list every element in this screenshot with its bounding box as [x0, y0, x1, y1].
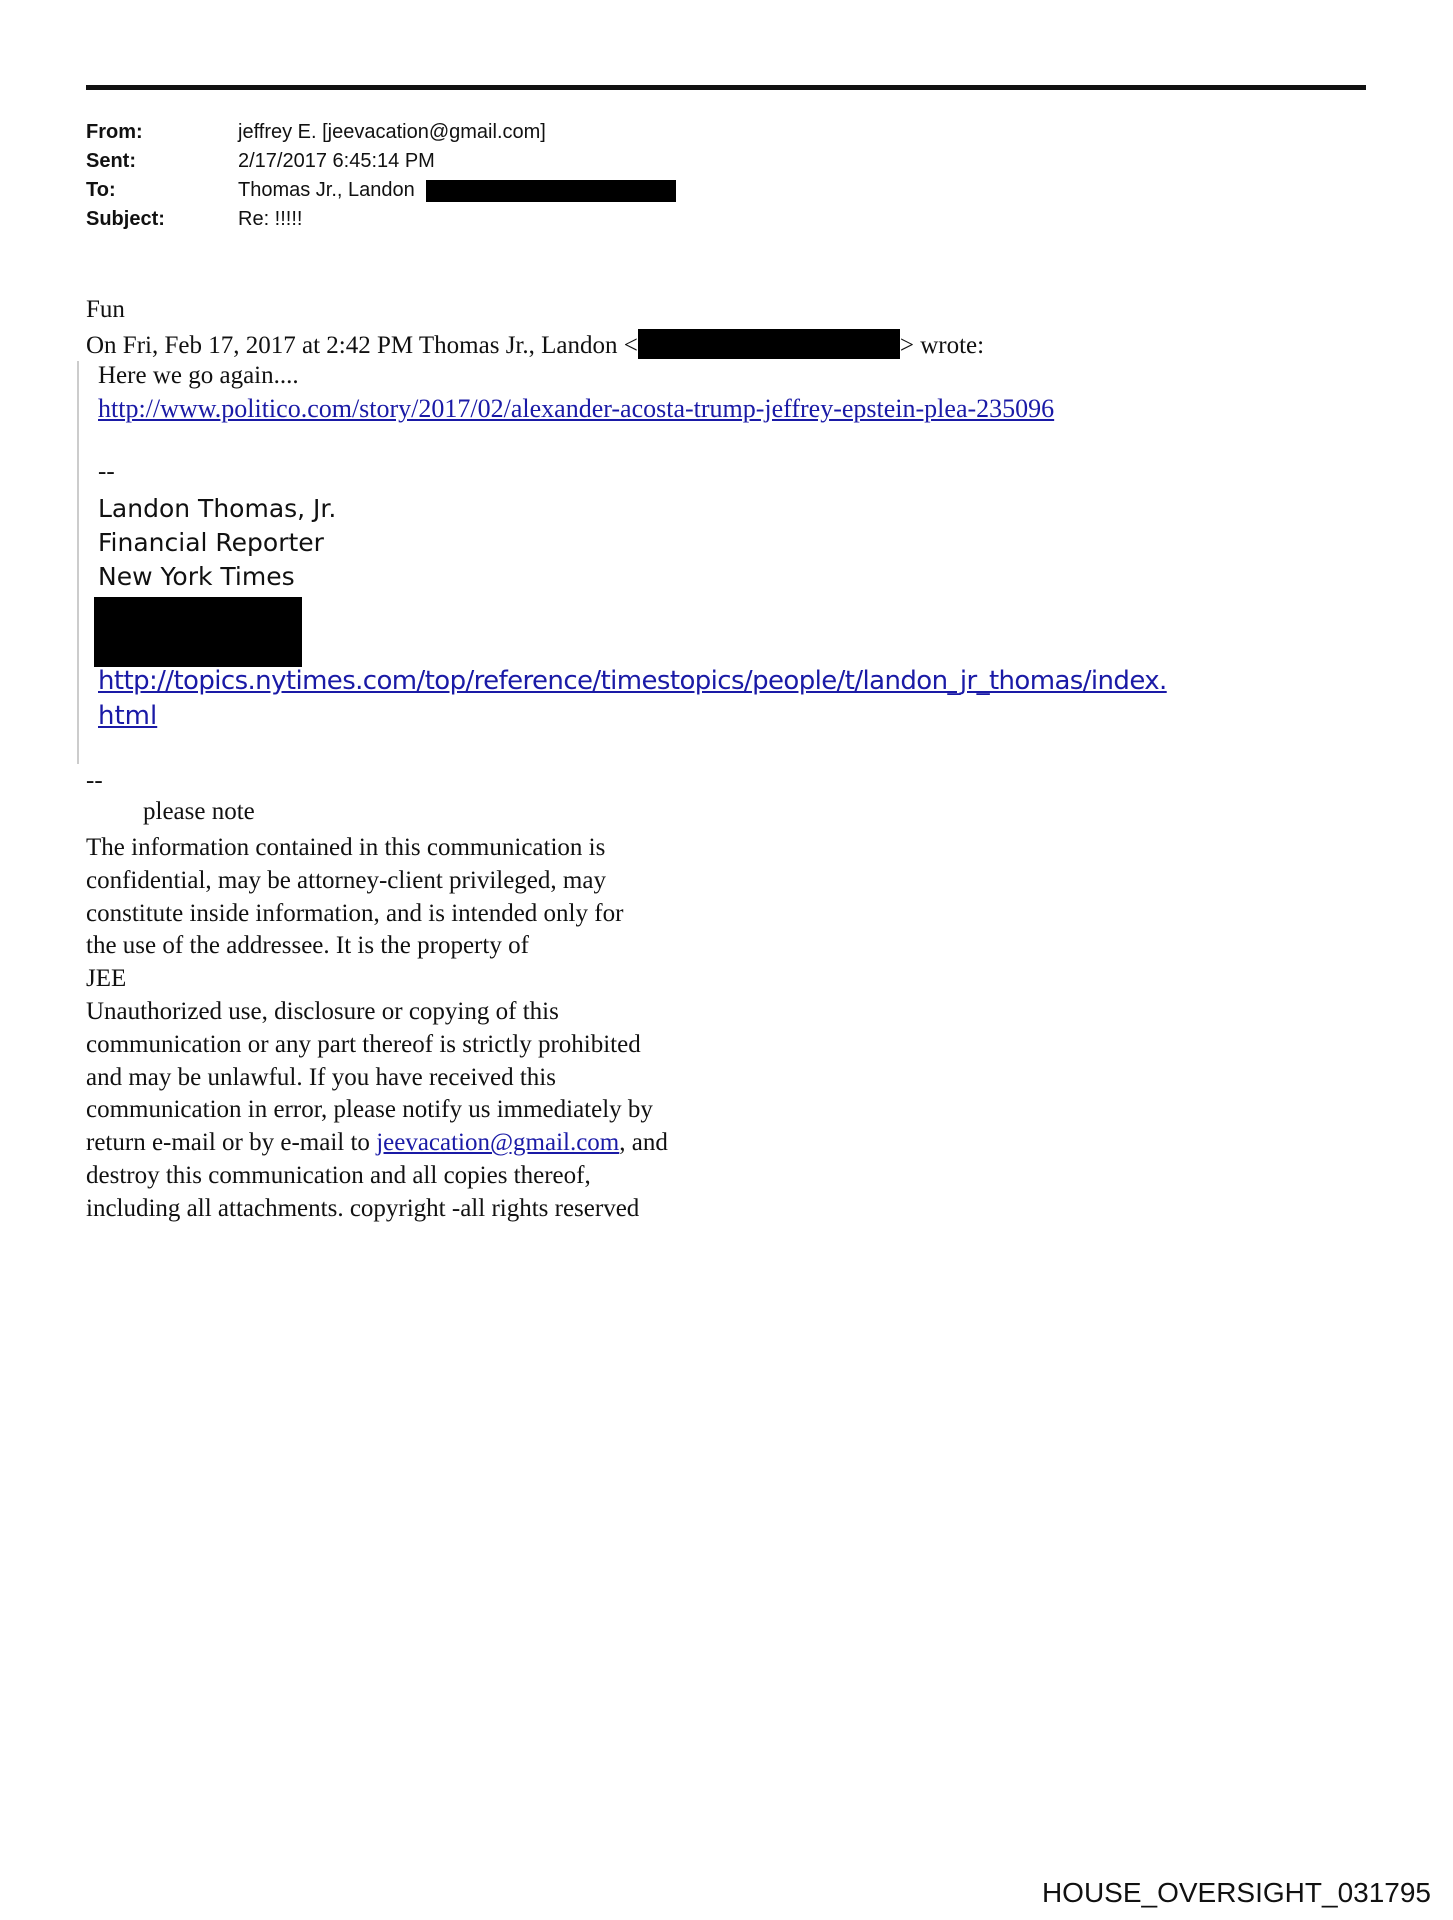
redaction-to: [426, 180, 676, 202]
disclaimer-line: The information contained in this communication is: [86, 834, 606, 861]
to-value: Thomas Jr., Landon: [238, 179, 415, 201]
redaction-email: [638, 329, 900, 359]
disclaimer-line: communication in error, please notify us immediately by: [86, 1096, 653, 1124]
disclaimer-line-email: [86, 1127, 668, 1160]
disclaimer-note: please note: [143, 798, 255, 825]
disclaimer-line: confidential, may be attorney-client privileged, may: [86, 866, 606, 894]
from-value: jeffrey E. [jeevacation@gmail.com]: [238, 121, 546, 143]
email-link[interactable]: jeevacation@gmail.com: [376, 1129, 620, 1157]
attribution-line: [86, 329, 984, 360]
nyt-link[interactable]: http://topics.nytimes.com/top/reference/timestopics/people/t/landon_jr_thomas/index.: [98, 666, 1167, 696]
nyt-link-continued[interactable]: html: [98, 701, 158, 731]
disclaimer-line: JEE: [86, 965, 127, 993]
disclaimer-line: and may be unlawful. If you have received this: [86, 1063, 556, 1091]
return-suffix: , and: [619, 1129, 668, 1157]
signature-dashes: --: [98, 458, 115, 485]
return-prefix: return e-mail or by e-mail to: [86, 1129, 377, 1157]
from-label: From:: [86, 121, 143, 143]
disclaimer-line: Unauthorized use, disclosure or copying of this: [86, 997, 559, 1025]
disclaimer-line: the use of the addressee. It is the property of: [86, 932, 529, 960]
disclaimer-line: communication or any part thereof is strictly prohibited: [86, 1030, 641, 1058]
disclaimer-line: constitute inside information, and is intended only for: [86, 899, 624, 927]
to-label: To:: [86, 179, 116, 201]
politico-link[interactable]: http://www.politico.com/story/2017/02/alexander-acosta-trump-jeffrey-epstein-plea-235096: [98, 394, 1055, 423]
subject-value: Re: !!!!!: [238, 208, 303, 230]
attribution-prefix: On Fri, Feb 17, 2017 at 2:42 PM Thomas Jr., Landon <: [86, 332, 638, 359]
subject-label: Subject:: [86, 208, 165, 230]
quoted-text: Here we go again....: [98, 362, 299, 389]
header-rule: [86, 85, 1366, 90]
reply-text: Fun: [86, 296, 125, 323]
redaction-phone: [94, 597, 302, 667]
disclaimer-line: destroy this communication and all copies thereof,: [86, 1161, 591, 1189]
bates-number: HOUSE_OVERSIGHT_031795: [1041, 1877, 1431, 1908]
disclaimer-line: including all attachments. copyright -all rights reserved: [86, 1194, 640, 1222]
disclaimer-dashes: --: [86, 767, 103, 794]
sent-value: 2/17/2017 6:45:14 PM: [238, 150, 435, 172]
signature-org: New York Times: [98, 562, 295, 591]
sent-label: Sent:: [86, 150, 136, 172]
quote-bar: [77, 361, 79, 764]
disclaimer: [86, 832, 668, 1226]
attribution-suffix: > wrote:: [899, 332, 985, 359]
signature-name: Landon Thomas, Jr.: [98, 494, 337, 523]
signature-title: Financial Reporter: [98, 528, 324, 557]
